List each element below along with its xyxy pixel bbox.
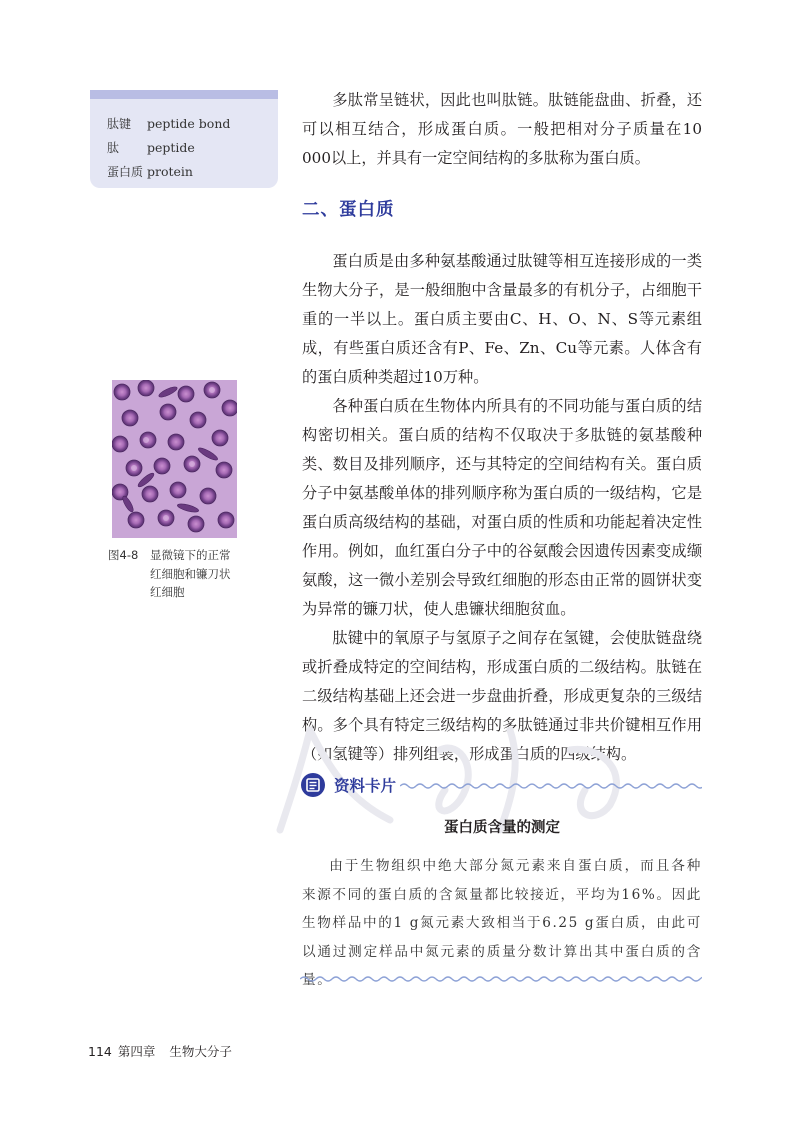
wave-divider-top — [400, 781, 702, 791]
info-card-body: 由于生物组织中绝大部分氮元素来自蛋白质，而且各种来源不同的蛋白质的含氮量都比较接近，平均为16%。因此生物样品中的1 g氮元素大致相当于6.25 g蛋白质，由此可以通过测定样品中氮元素的质量分数计算出其中蛋白质的含量。 — [302, 858, 702, 988]
paragraph-2: 各种蛋白质在生物体内所具有的不同功能与蛋白质的结构密切相关。蛋白质的结构不仅取决于多肽链的氨基酸种类、数目及排列顺序，还与其特定的空间结构有关。蛋白质分子中氨基酸单体的排列顺序称为蛋白质的一级结构，它是蛋白质高级结构的基础，对蛋白质的性质和功能起着决定性作用。例如，血红蛋白分子中的谷氨酸会因遗传因素变成缬氨酸，这一微小差别会导致红细胞的形态由正常的圆饼状变为异常的镰刀状，使人患镰状细胞贫血。 — [302, 397, 702, 618]
glossary-term-en: peptide — [147, 140, 195, 155]
glossary-row — [107, 160, 278, 184]
wave-divider-bottom — [300, 974, 702, 984]
main-text — [302, 247, 702, 769]
figure-number: 图4-8 — [108, 548, 139, 562]
red-blood-cells-illustration — [112, 380, 237, 538]
intro-paragraph: 多肽常呈链状，因此也叫肽链。肽链能盘曲、折叠，还可以相互结合，形成蛋白质。一般把相对分子质量在10 000以上，并具有一定空间结构的多肽称为蛋白质。 — [302, 91, 702, 167]
glossary-row — [107, 136, 278, 160]
info-card-header — [300, 772, 704, 800]
info-card-label: 资料卡片 — [334, 777, 397, 795]
chapter-title: 生物大分子 — [169, 1044, 232, 1059]
glossary-row — [107, 112, 278, 136]
info-card-title: 蛋白质含量的测定 — [444, 820, 560, 836]
glossary-term-zh: 蛋白质 — [107, 165, 144, 179]
caption-line-3: 红细胞 — [150, 585, 185, 599]
glossary-term-en: protein — [147, 164, 193, 179]
glossary-term-zh: 肽键 — [107, 117, 132, 131]
chapter-number: 第四章 — [117, 1044, 156, 1059]
caption-line-2: 红细胞和镰刀状 — [150, 566, 231, 581]
book-icon — [300, 772, 326, 798]
micrograph-image — [112, 380, 237, 538]
section-title: 二、蛋白质 — [302, 200, 395, 220]
figure-caption — [108, 546, 248, 602]
glossary-term-zh: 肽 — [107, 141, 120, 155]
paragraph-1: 蛋白质是由多种氨基酸通过肽键等相互连接形成的一类生物大分子，是一般细胞中含量最多的有机分子，占细胞干重的一半以上。蛋白质主要由C、H、O、N、S等元素组成，有些蛋白质还含有P、Fe、Zn、Cu等元素。人体含有的蛋白质种类超过10万种。 — [302, 252, 702, 386]
intro-text — [302, 86, 702, 173]
glossary-top-bar — [90, 90, 278, 99]
page-footer — [88, 1042, 238, 1060]
page-number: 114 — [88, 1044, 112, 1059]
caption-line-1: 显微镜下的正常 — [150, 548, 231, 562]
paragraph-3: 肽键中的氧原子与氢原子之间存在氢键，会使肽链盘绕或折叠成特定的空间结构，形成蛋白质的二级结构。肽链在二级结构基础上还会进一步盘曲折叠，形成更复杂的三级结构。多个具有特定三级结构的多肽链通过非共价键相互作用（如氢键等）排列组装，形成蛋白质的四级结构。 — [302, 629, 702, 763]
glossary-box — [90, 90, 278, 188]
glossary-term-en: peptide bond — [147, 116, 231, 131]
